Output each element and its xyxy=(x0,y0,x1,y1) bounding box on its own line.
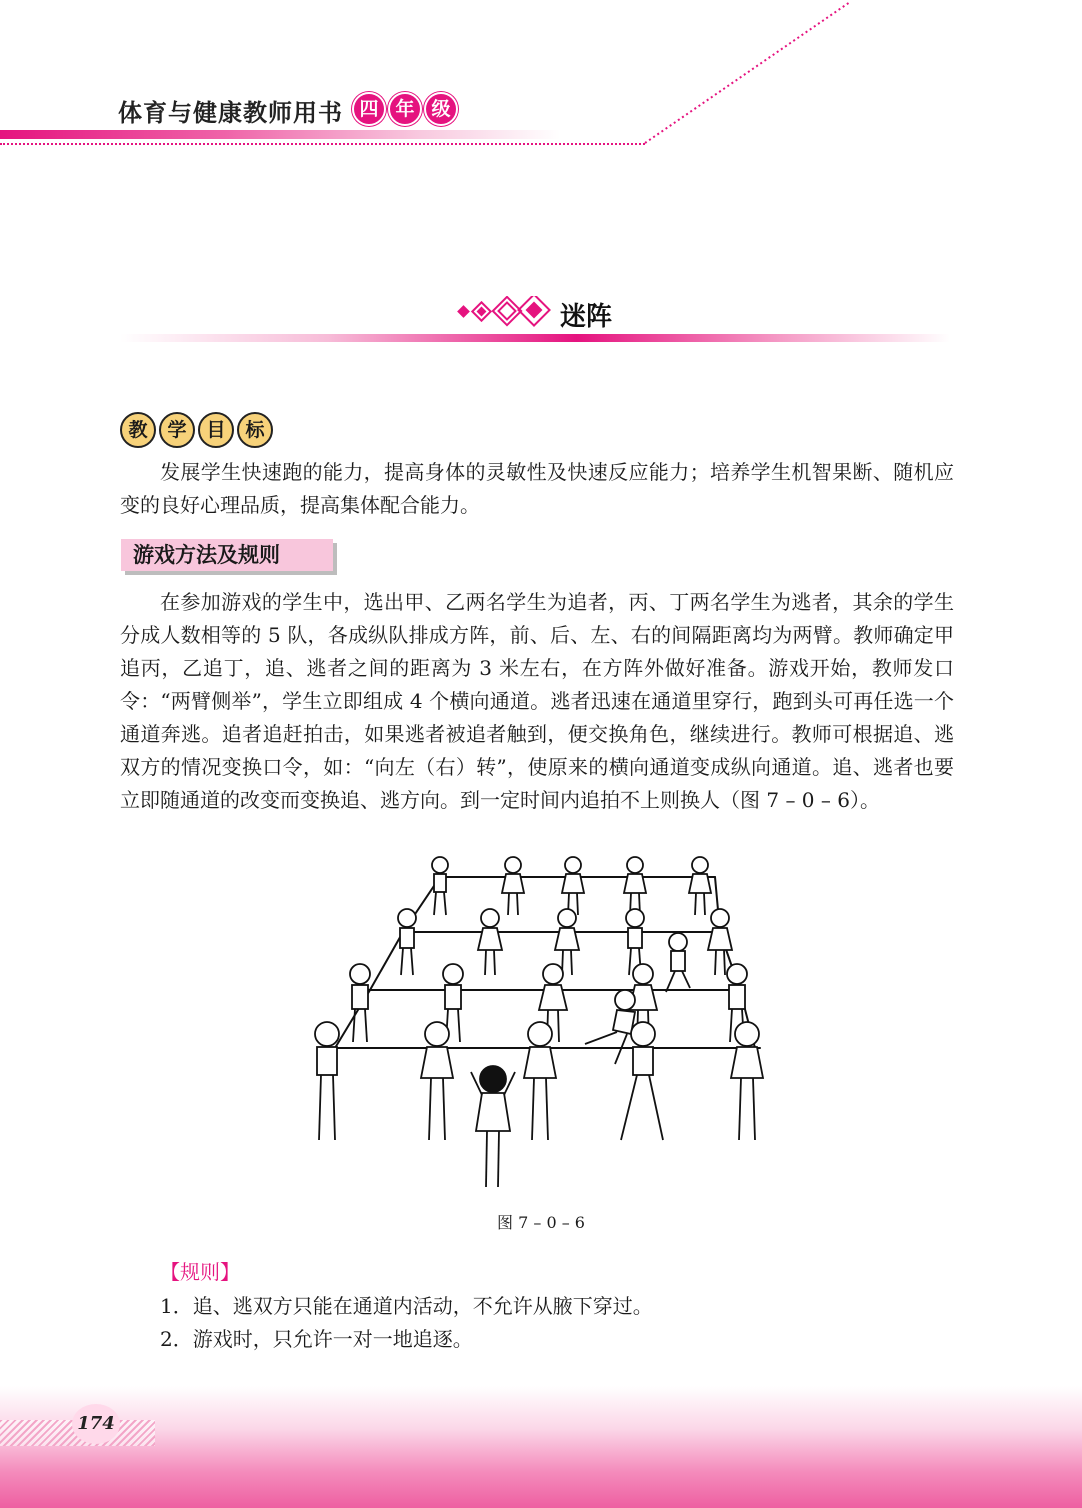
section-title: 迷阵 xyxy=(560,302,613,332)
rule-item: 1．追、逃双方只能在通道内活动，不允许从腋下穿过。 xyxy=(160,1294,653,1318)
grade-char: 年 xyxy=(388,92,422,126)
objectives-paragraph: 发展学生快速跑的能力，提高身体的灵敏性及快速反应能力；培养学生机智果断、随机应变的良好心理品质，提高集体配合能力。 xyxy=(120,460,954,517)
diamond-ornament-icon xyxy=(455,296,555,330)
method-text-block xyxy=(120,586,954,817)
header-bar xyxy=(0,130,560,139)
rules-label: 【规则】 xyxy=(160,1260,240,1284)
method-paragraph: 在参加游戏的学生中，选出甲、乙两名学生为追者，丙、丁两名学生为逃者，其余的学生分成人数相等的 5 队，各成纵队排成方阵，前、后、左、右的间隔距离均为两臂。教师确定甲追丙，乙追丁，追、逃者之间的距离为 3 米左右，在方阵外做好准备。游戏开始，教师发口令：“两臂侧举”，学生立即组成 4 个横向通道。逃者迅速在通道里穿行，跑到头可再任选一个通道奔逃。追者追赶拍击，如果逃者被追者触到，便交换角色，继续进行。教师可根据追、逃双方的情况变换口令，如：“向左（右）转”，使原来的横向通道变成纵向通道。追、逃者也要立即随通道的改变而变换追、逃方向。到一定时间内追拍不上则换人（图 7 – 0 – 6）。 xyxy=(120,590,954,812)
badge-char: 目 xyxy=(198,412,234,448)
grade-char: 四 xyxy=(352,92,386,126)
title-underline-bar xyxy=(120,334,950,342)
page-number: 174 xyxy=(72,1404,120,1444)
badge-char: 教 xyxy=(120,412,156,448)
figure-caption: 图 7 – 0 – 6 xyxy=(497,1213,585,1232)
footer-band xyxy=(0,1386,1082,1508)
maze-game-illustration xyxy=(295,852,775,1197)
grade-badge xyxy=(352,92,458,126)
objectives-badge xyxy=(120,412,273,448)
header-dotted-line xyxy=(0,143,645,145)
grade-char: 级 xyxy=(424,92,458,126)
badge-char: 学 xyxy=(159,412,195,448)
rule-item: 2．游戏时，只允许一对一地追逐。 xyxy=(160,1327,473,1351)
method-heading: 游戏方法及规则 xyxy=(121,539,333,571)
objectives-text-block xyxy=(120,456,954,522)
badge-char: 标 xyxy=(237,412,273,448)
book-title: 体育与健康教师用书 xyxy=(118,98,343,127)
